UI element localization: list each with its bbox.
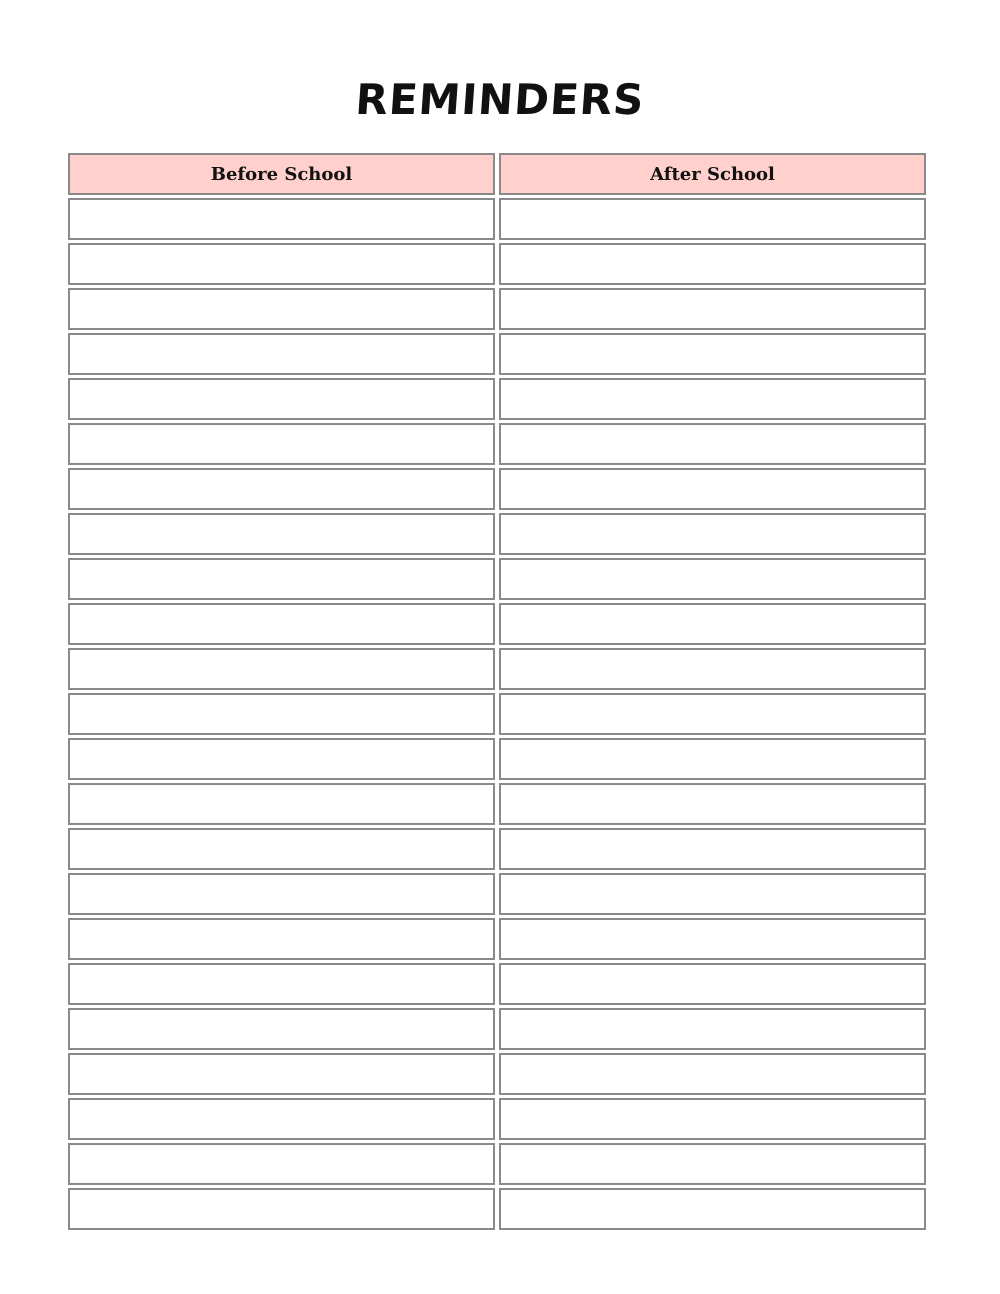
after-school-header: After School [499,153,926,195]
after-school-row[interactable] [499,288,926,330]
after-school-row[interactable] [499,243,926,285]
after-school-row[interactable] [499,198,926,240]
after-school-row[interactable] [499,558,926,600]
before-school-row[interactable] [68,468,495,510]
before-school-row[interactable] [68,1053,495,1095]
before-school-row[interactable] [68,198,495,240]
after-school-row[interactable] [499,1008,926,1050]
before-school-row[interactable] [68,288,495,330]
after-school-column [499,153,926,1233]
before-school-row[interactable] [68,828,495,870]
before-school-row[interactable] [68,558,495,600]
after-school-row[interactable] [499,333,926,375]
after-school-row[interactable] [499,1098,926,1140]
after-school-row[interactable] [499,738,926,780]
after-school-row[interactable] [499,783,926,825]
after-school-row[interactable] [499,1143,926,1185]
before-school-row[interactable] [68,513,495,555]
before-school-row[interactable] [68,918,495,960]
before-school-row[interactable] [68,783,495,825]
before-school-row[interactable] [68,1143,495,1185]
before-school-row[interactable] [68,963,495,1005]
after-school-row[interactable] [499,1053,926,1095]
before-school-row[interactable] [68,1098,495,1140]
before-school-header: Before School [68,153,495,195]
before-school-row[interactable] [68,603,495,645]
after-school-row[interactable] [499,963,926,1005]
after-school-row[interactable] [499,693,926,735]
before-school-row[interactable] [68,243,495,285]
before-school-column [68,153,495,1233]
before-school-row[interactable] [68,738,495,780]
page-title: REMINDERS [353,75,647,124]
before-school-row[interactable] [68,1188,495,1230]
before-school-row[interactable] [68,333,495,375]
after-school-row[interactable] [499,513,926,555]
after-school-row[interactable] [499,378,926,420]
after-school-row[interactable] [499,1188,926,1230]
after-school-row[interactable] [499,918,926,960]
before-school-row[interactable] [68,1008,495,1050]
after-school-row[interactable] [499,468,926,510]
before-school-row[interactable] [68,693,495,735]
after-school-row[interactable] [499,828,926,870]
before-school-row[interactable] [68,423,495,465]
after-school-row[interactable] [499,873,926,915]
after-school-row[interactable] [499,648,926,690]
before-school-row[interactable] [68,873,495,915]
after-school-row[interactable] [499,603,926,645]
after-school-row[interactable] [499,423,926,465]
before-school-row[interactable] [68,648,495,690]
before-school-row[interactable] [68,378,495,420]
reminders-table [68,153,926,1233]
